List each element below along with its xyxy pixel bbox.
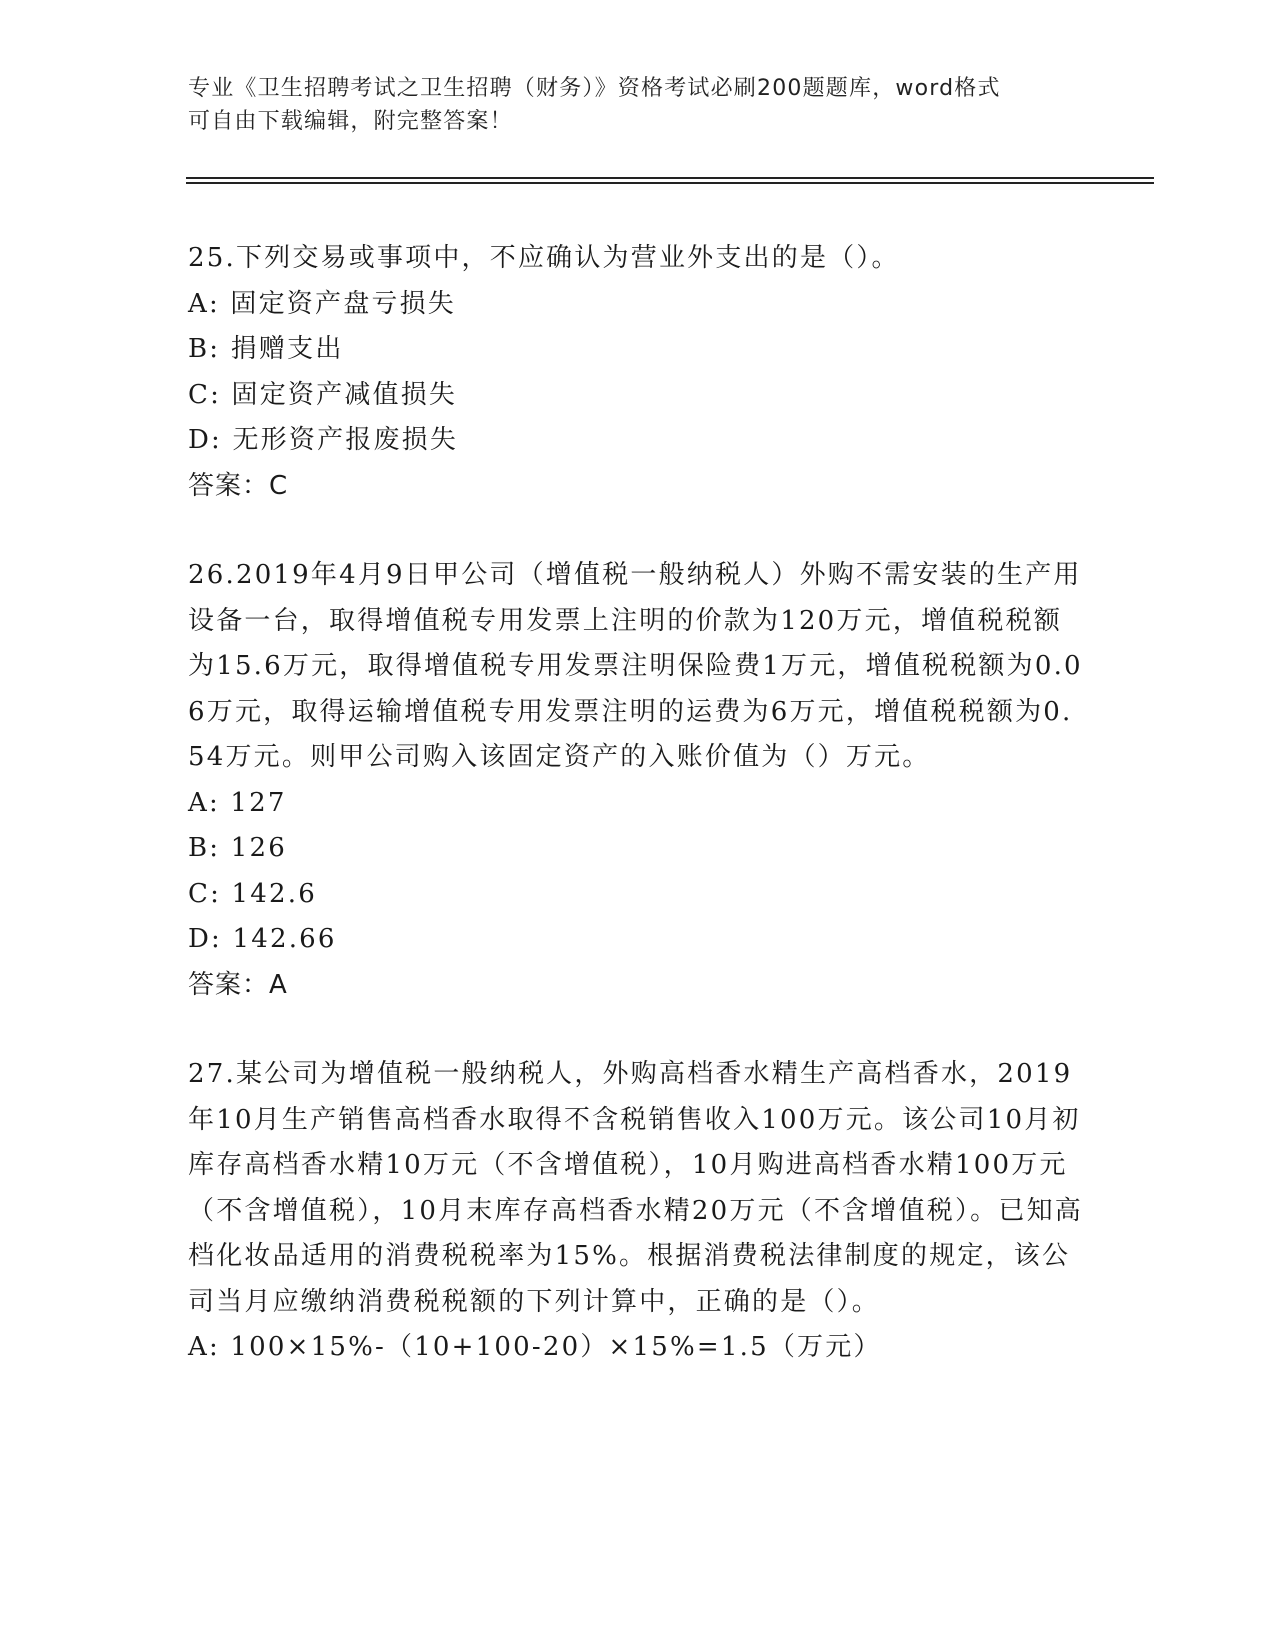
header-divider-top	[186, 177, 1154, 179]
question-27	[188, 1052, 1088, 1371]
question-26	[188, 553, 1088, 1008]
answer-line: 答案：C	[188, 470, 289, 501]
option-d: D: 142.66	[188, 924, 337, 954]
option-c: C: 固定资产减值损失	[188, 379, 458, 410]
option-c: C: 142.6	[188, 878, 317, 909]
option-a: A: 固定资产盘亏损失	[188, 288, 457, 319]
option-a: A: 127	[188, 787, 287, 818]
option-b: B: 捐赠支出	[188, 334, 344, 364]
question-text: 25.下列交易或事项中，不应确认为营业外支出的是（）。	[188, 243, 900, 273]
question-list	[188, 236, 1088, 1415]
document-header	[188, 72, 1088, 138]
header-line-1: 专业《卫生招聘考试之卫生招聘（财务）》资格考试必刷200题题库，word格式	[188, 76, 1001, 101]
header-line-2: 可自由下载编辑，附完整答案！	[188, 109, 513, 134]
answer-line: 答案：A	[188, 969, 288, 1000]
option-b: B: 126	[188, 833, 287, 863]
question-text: 27.某公司为增值税一般纳税人，外购高档香水精生产高档香水，2019年10月生产销售高档香水取得不含税销售收入100万元。该公司10月初库存高档香水精10万元（不含增值税），10月购进高档香水精100万元（不含增值税），10月末库存高档香水精20万元（不含增值税）。已知高档化妆品适用的消费税税率为15%。根据消费税法律制度的规定，该公司当月应缴纳消费税税额的下列计算中，正确的是（）。	[188, 1059, 1083, 1317]
question-25	[188, 236, 1088, 509]
option-a: A: 100×15%-（10+100-20）×15%=1.5（万元）	[188, 1332, 882, 1362]
option-d: D: 无形资产报废损失	[188, 425, 459, 455]
question-text: 26.2019年4月9日甲公司（增值税一般纳税人）外购不需安装的生产用设备一台，取得增值税专用发票上注明的价款为120万元，增值税税额为15.6万元，取得增值税专用发票注明保险费1万元，增值税税额为0.06万元，取得运输增值税专用发票注明的运费为6万元，增值税税额为0.54万元。则甲公司购入该固定资产的入账价值为（）万元。	[188, 560, 1083, 772]
header-divider-bottom	[186, 182, 1154, 184]
